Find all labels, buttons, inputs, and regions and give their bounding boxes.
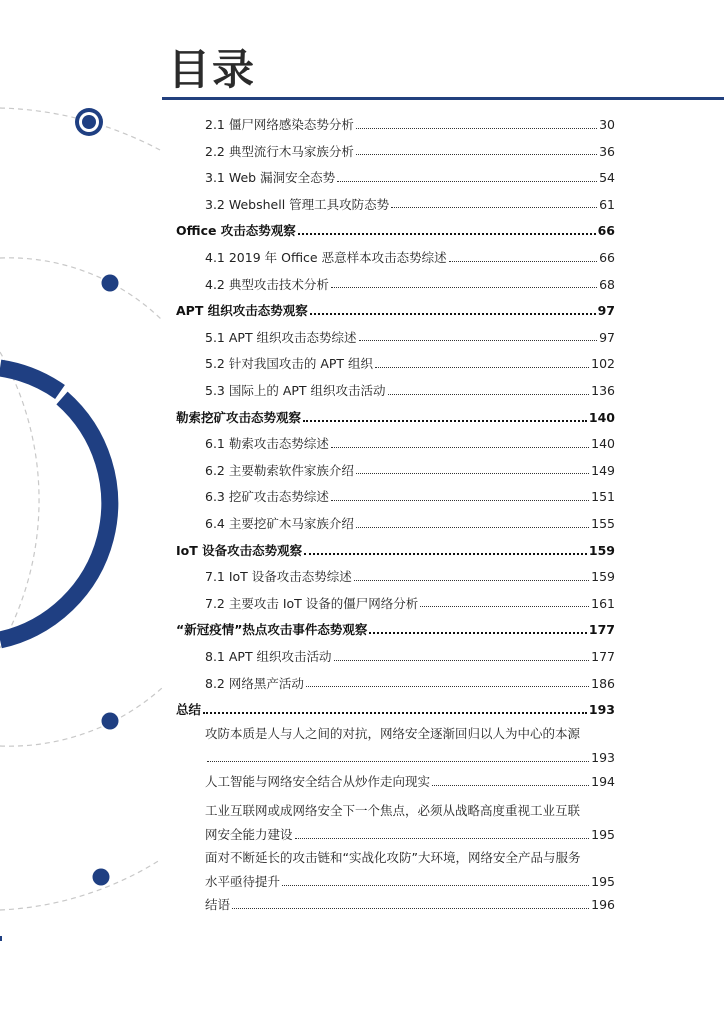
toc-subsection-entry[interactable]	[205, 462, 615, 480]
ring-dot-icon	[75, 108, 103, 136]
toc-subsection-entry[interactable]	[205, 196, 615, 214]
edge-mark	[0, 936, 2, 941]
dot-leader	[356, 128, 597, 129]
toc-entry-title: 6.1 勒索攻击态势综述	[205, 436, 329, 452]
dot-leader	[331, 500, 589, 501]
toc-subsection-entry[interactable]	[205, 435, 615, 453]
toc-subsection-entry[interactable]	[205, 568, 615, 586]
dot-leader	[295, 838, 590, 839]
dot-leader	[359, 340, 598, 341]
dashed-arc-lower	[0, 688, 162, 746]
toc-entry-title: 总结	[176, 702, 202, 718]
toc-entry-title: 3.1 Web 漏洞安全态势	[205, 170, 336, 186]
toc-page-number: 66	[599, 250, 615, 265]
toc-entry-title: 6.2 主要勒索软件家族介绍	[205, 462, 354, 478]
dot-icon	[93, 869, 110, 886]
toc-entry-title: 3.2 Webshell 管理工具攻防态势	[205, 196, 390, 212]
dot-leader	[388, 394, 590, 395]
toc-page-number: 195	[591, 874, 615, 889]
dot-leader	[420, 606, 589, 607]
toc-page-number: 102	[591, 356, 615, 372]
toc-entry-title: 2.2 典型流行木马家族分析	[205, 143, 354, 159]
toc-entry-title: IoT 设备攻击态势观察	[176, 542, 303, 558]
toc-entry-title: 5.2 针对我国攻击的 APT 组织	[205, 356, 374, 372]
toc-page-number: 66	[597, 223, 615, 239]
toc-entry-title: 攻防本质是人与人之间的对抗，网络安全逐渐回归以人为中心的本源	[205, 726, 581, 741]
toc-entry-title: 面对不断延长的攻击链和“实战化攻防”大环境，网络安全产品与服务	[205, 850, 581, 865]
toc-section-entry[interactable]	[176, 701, 615, 719]
toc-subsection-entry[interactable]	[205, 329, 615, 347]
toc-page-number: 196	[591, 897, 615, 912]
toc-subsection-entry[interactable]	[205, 382, 615, 400]
toc-entry-title-continued: 网安全能力建设	[205, 827, 293, 842]
toc-subsection-entry[interactable]	[205, 515, 615, 533]
toc-entry-title-continued: 结语	[205, 897, 231, 912]
dot-leader	[356, 473, 589, 474]
toc-subsection-entry[interactable]	[205, 595, 615, 613]
toc-entry-title-continued: 人工智能与网络安全结合从炒作走向现实	[205, 774, 431, 789]
dot-leader	[298, 233, 596, 235]
toc-summary-entry[interactable]	[205, 893, 615, 917]
toc-entry-title: 2.1 僵尸网络感染态势分析	[205, 117, 354, 132]
toc-subsection-entry[interactable]	[205, 249, 615, 267]
toc-subsection-entry[interactable]	[205, 355, 615, 373]
toc-summary-entry[interactable]	[205, 799, 615, 847]
toc-page-number: 193	[588, 702, 615, 718]
dot-leader	[331, 287, 597, 288]
toc-page-number: 149	[591, 462, 615, 478]
dot-leader	[449, 261, 598, 262]
toc-entry-title: 4.2 典型攻击技术分析	[205, 276, 329, 292]
toc-page-number: 194	[591, 774, 615, 789]
dot-leader	[334, 660, 590, 661]
toc-page-number: 159	[588, 542, 615, 558]
toc-summary-entry[interactable]	[205, 722, 615, 770]
toc-page-number: 68	[599, 276, 615, 292]
dot-leader	[331, 447, 589, 448]
toc-section-entry[interactable]	[176, 302, 615, 320]
toc-subsection-entry[interactable]	[205, 648, 615, 666]
toc-entry-title: 6.3 挖矿攻击态势综述	[205, 489, 329, 505]
toc-entry-title: 4.1 2019 年 Office 恶意样本攻击态势综述	[205, 250, 447, 265]
dot-leader	[391, 207, 597, 208]
toc-page-number: 193	[591, 750, 615, 765]
dot-leader	[337, 181, 597, 182]
toc-page-number: 186	[591, 675, 615, 691]
toc-page-number: 159	[591, 569, 615, 585]
toc-page-number: 97	[599, 329, 615, 345]
toc-entry-title: 8.1 APT 组织攻击活动	[205, 649, 332, 664]
toc-entry-title: 7.2 主要攻击 IoT 设备的僵尸网络分析	[205, 595, 419, 611]
toc-entry-title: 勒索挖矿攻击态势观察	[176, 409, 302, 425]
toc-entry-title: 5.3 国际上的 APT 组织攻击活动	[205, 383, 386, 398]
toc-page-number: 177	[588, 622, 615, 638]
toc-entry-title: Office 攻击态势观察	[176, 223, 296, 239]
toc-subsection-entry[interactable]	[205, 675, 615, 693]
toc-section-entry[interactable]	[176, 409, 615, 427]
toc-page-number: 161	[591, 595, 615, 611]
toc-page-number: 195	[591, 827, 615, 842]
toc-summary-entry[interactable]	[205, 770, 615, 794]
title-rule	[162, 97, 724, 100]
dot-leader	[306, 686, 589, 687]
dot-leader	[303, 420, 587, 422]
dot-leader	[354, 580, 589, 581]
page-title: 目录	[168, 45, 257, 94]
toc-subsection-entry[interactable]	[205, 276, 615, 294]
toc-entry-title: 8.2 网络黑产活动	[205, 675, 304, 691]
toc-summary-entry[interactable]	[205, 846, 615, 894]
toc-subsection-entry[interactable]	[205, 116, 615, 134]
toc-section-entry[interactable]	[176, 542, 615, 560]
toc-page-number: 155	[591, 516, 615, 531]
toc-subsection-entry[interactable]	[205, 169, 615, 187]
dot-leader	[356, 154, 597, 155]
toc-entry-title: 工业互联网或成网络安全下一个焦点，必须从战略高度重视工业互联	[205, 803, 581, 818]
toc-entry-title: 5.1 APT 组织攻击态势综述	[205, 329, 357, 345]
dot-leader	[304, 553, 587, 555]
blue-arc-top-segment	[0, 368, 60, 392]
dot-icon	[102, 275, 119, 292]
toc-page-number: 140	[591, 436, 615, 452]
toc-entry-title: “新冠疫情”热点攻击事件态势观察	[176, 622, 368, 638]
dot-icon	[102, 713, 119, 730]
dashed-arc-upper	[0, 258, 162, 320]
blue-arc-main-segment	[0, 398, 110, 640]
toc-subsection-entry[interactable]	[205, 488, 615, 506]
toc-page-number: 36	[599, 143, 615, 159]
toc-page-number: 54	[599, 170, 615, 186]
dot-leader	[232, 908, 589, 909]
toc-entry-title: 6.4 主要挖矿木马家族介绍	[205, 516, 354, 531]
dot-leader	[207, 761, 589, 762]
toc-page-number: 140	[588, 409, 615, 425]
dot-leader	[375, 367, 589, 368]
toc-subsection-entry[interactable]	[205, 143, 615, 161]
toc-entry-title-continued: 水平亟待提升	[205, 874, 281, 889]
dot-leader	[356, 527, 589, 528]
dashed-arc-outer	[0, 352, 39, 648]
toc-page-number: 136	[591, 383, 615, 398]
dashed-arc-bottom	[0, 860, 160, 910]
dot-leader	[369, 632, 586, 634]
dot-leader	[203, 712, 587, 714]
dot-leader	[310, 313, 596, 315]
toc-entry-title: 7.1 IoT 设备攻击态势综述	[205, 569, 352, 585]
toc-page-number: 97	[597, 303, 615, 319]
toc-section-entry[interactable]	[176, 621, 615, 639]
toc-entry-title: APT 组织攻击态势观察	[176, 303, 308, 319]
toc-page-number: 30	[599, 117, 615, 132]
dot-leader	[432, 785, 589, 786]
toc-section-entry[interactable]	[176, 222, 615, 240]
toc-page-number: 151	[591, 489, 615, 505]
toc-page-number: 177	[591, 649, 615, 664]
dot-leader	[282, 885, 589, 886]
toc-page-number: 61	[599, 196, 615, 212]
